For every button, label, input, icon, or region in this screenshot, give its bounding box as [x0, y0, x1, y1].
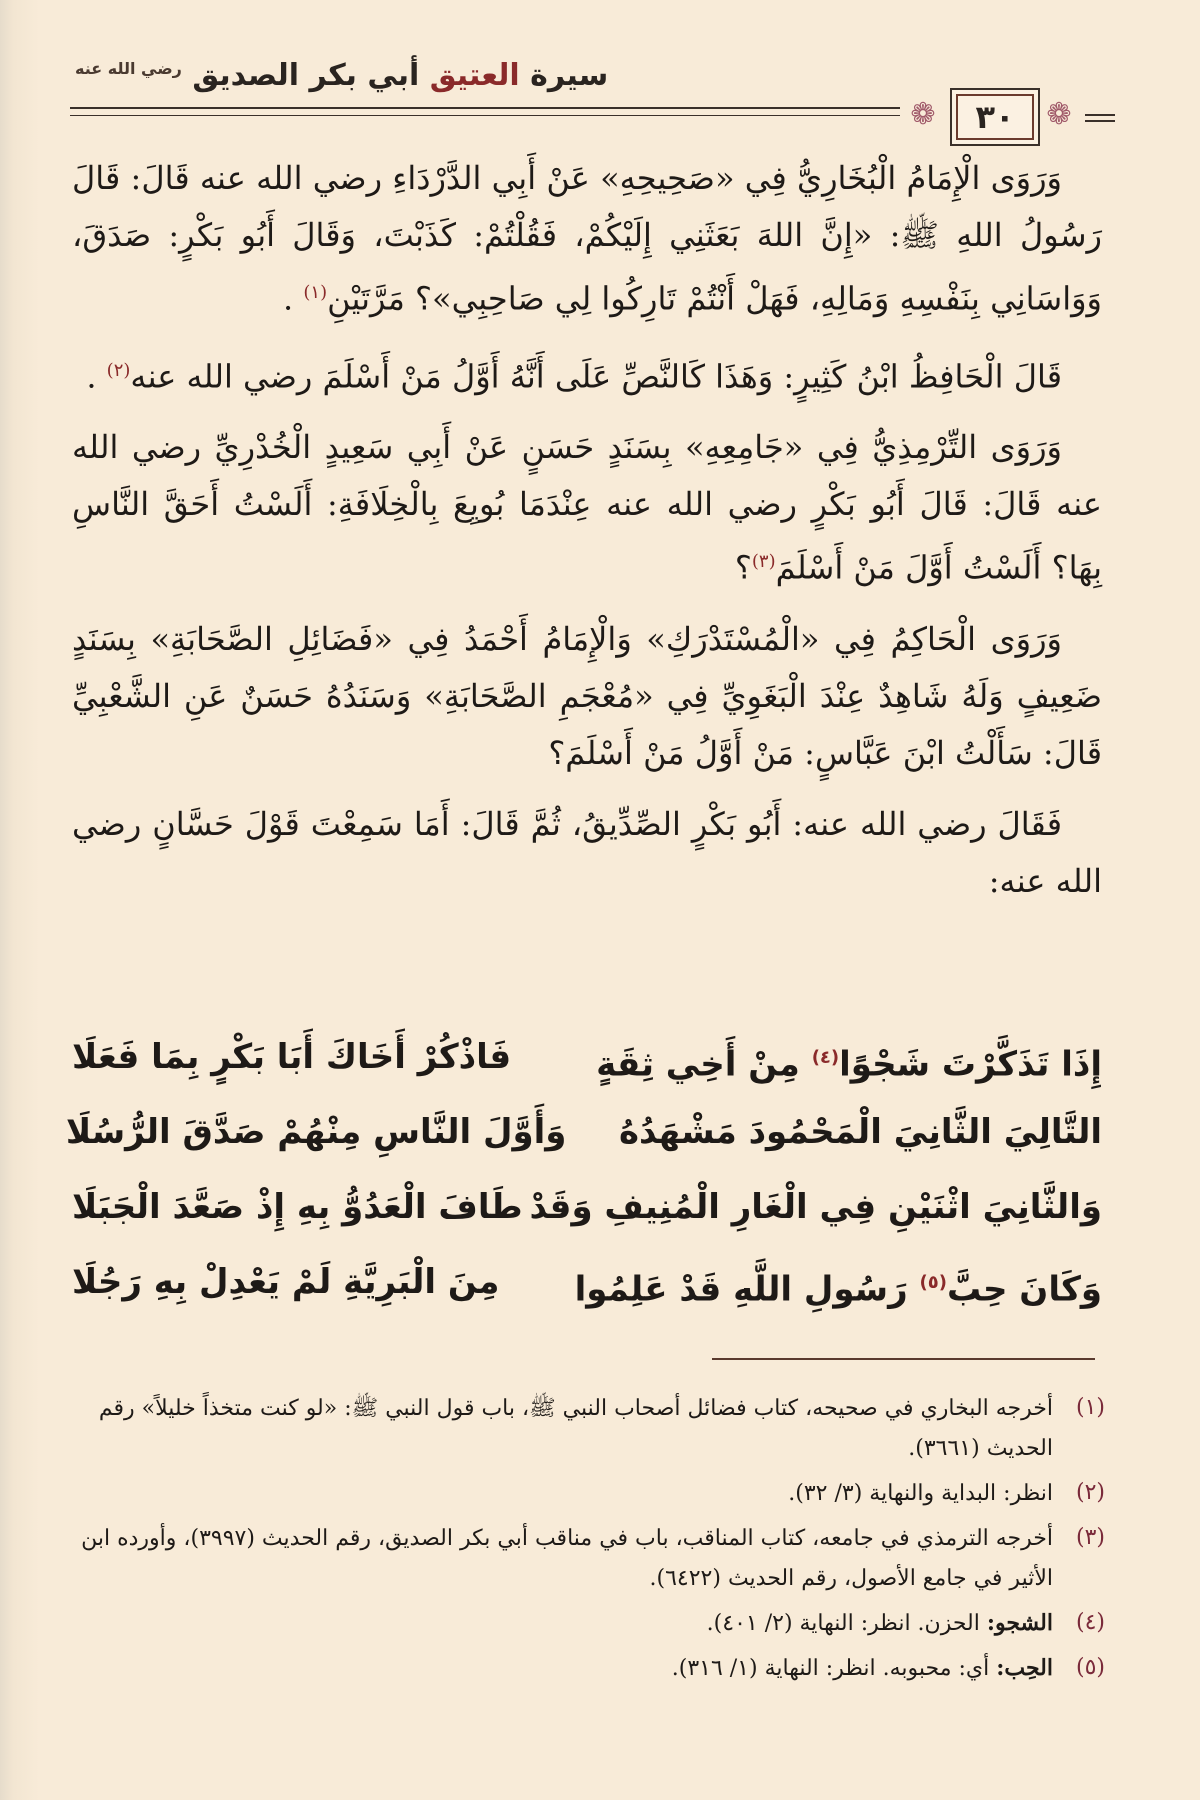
footnote-ref[interactable]: (١): [303, 282, 328, 303]
verse-first-hemistich: التَّالِيَ الثَّانِيَ الْمَحْمُودَ مَشْهَدُهُ: [618, 1112, 1102, 1152]
verse-second-hemistich: طَافَ الْعَدُوُّ بِهِ إِذْ صَعَّدَ الْجَبَلَا: [72, 1187, 523, 1227]
verse-second-hemistich: فَاذْكُرْ أَخَاكَ أَبَا بَكْرٍ بِمَا فَعَلَا: [72, 1037, 512, 1077]
footnote-number: (٤): [1075, 1610, 1105, 1635]
footnote-ref[interactable]: (٢): [106, 359, 131, 381]
footnote: [55, 1603, 1105, 1644]
floral-ornament-icon: ❁: [1046, 97, 1072, 132]
paragraph: [72, 342, 1102, 406]
footnote-number: (٢): [1075, 1480, 1105, 1505]
footnote: [55, 1388, 1105, 1469]
header-end-rule: [1085, 114, 1115, 122]
verse: [65, 1095, 1102, 1170]
footnote-separator: [712, 1358, 1095, 1360]
paragraph-text: قَالَ الْحَافِظُ ابْنُ كَثِيرٍ: وَهَذَا كَالنَّصِّ عَلَى أَنَّهُ أَوَّلُ مَنْ أَسْلَمَ رضي الله عنه: [130, 357, 1062, 396]
title-part2: أبي بكر الصديق: [192, 58, 420, 93]
verse: [72, 1245, 1102, 1320]
paragraph-end: .: [86, 357, 107, 396]
verse-first-hemistich: إِذَا تَذَكَّرْتَ شَجْوًا$^{(٤)}$ مِنْ أَخِي ثِقَةٍ: [596, 1044, 1102, 1085]
footnote: [55, 1473, 1105, 1514]
floral-ornament-icon: ❁: [910, 97, 936, 132]
paragraph: [72, 419, 1102, 597]
footnote-text: أخرجه الترمذي في جامعه، كتاب المناقب، باب في مناقب أبي بكر الصديق، رقم الحديث (٣٩٩٧)، وأورده ابن الأثير في جامع الأصول، رقم الحديث (٦٤٢٢).: [81, 1526, 1053, 1591]
footnote-number: (٥): [1075, 1655, 1105, 1680]
paragraph-text: وَرَوَى الْإِمَامُ الْبُخَارِيُّ فِي «صَحِيحِهِ» عَنْ أَبِي الدَّرْدَاءِ رضي الله عنه قَالَ: قَالَ رَسُولُ اللهِ ﷺ: «إِنَّ اللهَ بَعَثَنِي إِلَيْكُمْ، فَقُلْتُمْ: كَذَبْتَ، وَقَالَ أَبُو بَكْرٍ: صَدَقَ، وَوَاسَانِي بِنَفْسِهِ وَمَالِهِ، فَهَلْ أَنْتُمْ تَارِكُوا لِي صَاحِبِي»؟ مَرَّتَيْنِ: [72, 159, 1102, 318]
verse: [72, 1170, 1102, 1245]
footnote-number: (٣): [1075, 1525, 1105, 1550]
paragraph-text: فَقَالَ رضي الله عنه: أَبُو بَكْرٍ الصِّدِّيقُ، ثُمَّ قَالَ: أَمَا سَمِعْتَ قَوْلَ حَسَّانٍ رضي الله عنه:: [72, 804, 1102, 900]
main-text: [72, 150, 1102, 924]
verse-second-hemistich: وَأَوَّلَ النَّاسِ مِنْهُمْ صَدَّقَ الرُّسُلَا: [65, 1112, 567, 1152]
page-number-frame: [950, 88, 1040, 146]
paragraph: [72, 150, 1102, 328]
verse: [72, 1020, 1102, 1095]
honorific-glyph: رضي الله عنه: [75, 59, 182, 78]
footnote: [55, 1648, 1105, 1689]
footnote-ref[interactable]: (٣): [751, 551, 776, 573]
footnote-text: أخرجه البخاري في صحيحه، كتاب فضائل أصحاب النبي ﷺ، باب قول النبي ﷺ: «لو كنت متخذاً خليلاً» رقم الحديث (٣٦٦١).: [98, 1396, 1053, 1461]
footnote-number: (١): [1075, 1395, 1105, 1420]
paragraph-text: وَرَوَى الْحَاكِمُ فِي «الْمُسْتَدْرَكِ» وَالْإِمَامُ أَحْمَدُ فِي «فَضَائِلِ الصَّحَابَةِ» بِسَنَدٍ ضَعِيفٍ وَلَهُ شَاهِدٌ عِنْدَ الْبَغَوِيِّ فِي «مُعْجَمِ الصَّحَابَةِ» وَسَنَدُهُ حَسَنٌ عَنِ الشَّعْبِيِّ قَالَ: سَأَلْتُ ابْنَ عَبَّاسٍ: مَنْ أَوَّلُ مَنْ أَسْلَمَ؟: [72, 619, 1103, 772]
paragraph: [72, 611, 1102, 782]
footnote: [55, 1518, 1105, 1599]
footnote-text: أي: محبوبه. انظر: النهاية (١/ ٣١٦).: [671, 1656, 997, 1681]
title-accent: العتيق: [429, 58, 520, 93]
paragraph-text: وَرَوَى التِّرْمِذِيُّ فِي «جَامِعِهِ» بِسَنَدٍ حَسَنٍ عَنْ أَبِي سَعِيدٍ الْخُدْرِيِّ رضي الله عنه قَالَ: قَالَ أَبُو بَكْرٍ رضي الله عنه عِنْدَمَا بُويِعَ بِالْخِلَافَةِ: أَلَسْتُ أَحَقَّ النَّاسِ بِهَا؟ أَلَسْتُ أَوَّلَ مَنْ أَسْلَمَ: [72, 428, 1103, 587]
footnote-text: انظر: البداية والنهاية (٣/ ٣٢).: [788, 1481, 1053, 1506]
page-number: ٣٠: [975, 98, 1015, 136]
paragraph-end: .: [283, 279, 304, 318]
footnote-term: الحِب:: [996, 1655, 1053, 1681]
paragraph-end: ؟: [734, 548, 752, 587]
footnote-ref[interactable]: (٥): [919, 1272, 947, 1293]
running-title: [75, 58, 608, 93]
paragraph: [72, 796, 1102, 910]
header-rule: [70, 107, 900, 116]
footnote-ref[interactable]: (٤): [811, 1047, 840, 1068]
footnote-term: الشجو:: [986, 1610, 1053, 1636]
footnotes: [55, 1388, 1105, 1693]
footnote-text: الحزن. انظر: النهاية (٢/ ٤٠١).: [706, 1611, 987, 1636]
verse-first-hemistich: وَكَانَ حِبَّ$^{(٥)}$ رَسُولِ اللَّهِ قَدْ عَلِمُوا: [574, 1269, 1102, 1310]
verse-first-hemistich: وَالثَّانِيَ اثْنَيْنِ فِي الْغَارِ الْمُنِيفِ وَقَدْ: [529, 1187, 1102, 1227]
poem: [65, 1020, 1102, 1320]
verse-second-hemistich: مِنَ الْبَرِيَّةِ لَمْ يَعْدِلْ بِهِ رَجُلَا: [72, 1262, 500, 1302]
title-part1: سيرة: [530, 58, 609, 93]
